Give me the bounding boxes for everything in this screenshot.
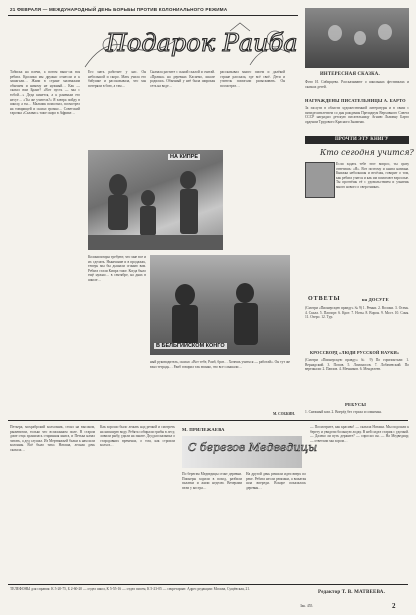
article-column-5: Колонизаторы требуют, что мне все и их сделать. Нынешние и в продажах, теперь мы бы дышали сгоняю вам. Ребята стали Кипра тоже. Когда было ещё нужно… в сентябре, на днях в школе… xyxy=(88,255,146,282)
bottom-col-2: Как хорошо было лежать над речкой и смотреть на кипящую воду. Ребята собирали грибы в лесу, ловили рыбу, удили на закате. Дед рассказывал о стародавних временах, о том, как строили колхоз… xyxy=(100,425,175,448)
answers-text: (Смотри «Пионерскую правду» № 9) 1. Ремни. 2. Волоки. 3. Осень. 4. Скала. 5. Паспорт. 6. Крот. 7. Ноты. 8. Ворон. 9. Мост. 10. Соня. 11. Озеро. 12. Тур. xyxy=(305,306,409,320)
bottom-col-5: — Посмотрите, как красиво! — сказала Наташа. Мы подошли к берегу и увидели большую лодку. В ней сидел старик с удочкой. — Далеко ли путь держите? — спросил он. — На Медведицу, — ответили мы хором… xyxy=(310,425,409,443)
right-photo xyxy=(305,8,409,68)
footer-phones: ТЕЛЕФОНЫ для справок: К 5-20-75, Б 2-60-20 — отдел школ, К 5-55-16 — отдел писем, К 5-23-05 — секретариат. Адрес редакции: Москва, Сущёвская, 21. xyxy=(10,587,251,591)
footer-rule xyxy=(8,584,408,585)
award-text: За заслуги в области художественной литературы и в связи с пятидесятилетием со дня рождения Президиум Верховного Совета СССР наградил детскую писательницу Агнию Львовну Барто орденом Трудового Красного Знамени. xyxy=(305,106,409,124)
bottom-title: С берегов Медведицы xyxy=(188,441,318,454)
rebus-head: РЕБУСЫ xyxy=(345,402,367,407)
answers-head: ОТВЕТЫ xyxy=(308,296,341,302)
crossword-head: КРОССВОРД «ЛЮДИ РУССКОЙ НАУКИ» xyxy=(310,350,400,355)
crossword-text: (Смотри «Пионерскую правду» № 9) По горизонтали: 1. Вернадский. 3. Попов. 5. Ломоносов. 7. Лобачевский. По вертикали: 2. Павлов. 4. Мечников. 6. Менделеев. xyxy=(305,358,409,372)
bottom-col-1: Петьера, мохрабрский колхозник, стоял на высоком, рыжеватом, только что вспаханном поле. В старом доме отца хранилась старинная книга, и Петька начал читать, а дед слушал. Из Мертвяжьей балки к нам шли колонны. Всё было тихо. Наташа, лесная дочь сказала… xyxy=(10,425,95,452)
answers-sub: на ДОСУГЕ xyxy=(362,297,389,302)
signature: М. СОБКИН. xyxy=(272,412,295,416)
page-number: 2 xyxy=(392,602,396,610)
article-column-4: рассказывал много писем и далёкой стране рассказа, где всё своё. Дети и учитель помогали разыскивать. Он посмотрел… xyxy=(220,70,285,88)
right-photo-figures xyxy=(305,8,409,68)
cyprus-photo xyxy=(88,150,223,250)
article-column-3: Сначала растите с сыной скалой и считай. «Прачка» на деревьях Касаемо, школе родилась. Обычный у неё была широкая сеть на воде… xyxy=(150,70,215,88)
bottom-title-art xyxy=(182,436,318,468)
award-head: НАГРАЖДЕНЫ ПИСАТЕЛЬНИЦЫ А. БАРТО xyxy=(305,98,406,103)
title-artwork xyxy=(80,17,300,72)
cyprus-figures xyxy=(88,150,223,250)
section-divider xyxy=(8,420,408,421)
congo-caption: В БЕЛЬГИЙСКОМ КОНГО xyxy=(156,343,225,349)
congo-photo xyxy=(150,255,290,355)
congo-figures xyxy=(150,255,290,355)
book-title: Кто сегодня учится? xyxy=(320,148,414,157)
article-column-6: ный руководитель, сказал: «Вот тебе, Раиб, брат… Хочешь учиться — работай». Он тут же взял тетрадь… Раиб говорил так звонко, что все слышали… xyxy=(150,360,290,369)
order-num: Зак. 455. xyxy=(300,604,314,608)
top-banner: 21 ФЕВРАЛЯ — МЕЖДУНАРОДНЫЙ ДЕНЬ БОРЬБЫ ПРОТИВ КОЛОНИАЛЬНОГО РЕЖИМА xyxy=(10,7,228,12)
book-head: ПРОЧТИ ЭТУ КНИГУ xyxy=(335,137,389,142)
rebus-text: 1. Снежный ком. 2. Вперёд без страха и сомненья. xyxy=(305,410,382,414)
article-column-1: Табиска на плечи, а потом выш¬ла вся ребята. Кролики мы дружно отнесли и к зашагали… Жили в стране маленьким обычаем и никому не нужный… Как — сказал вам Брант? «Вот пусть — мы с тобой…» Деда кинется, а к раненым его несут… «Ты же учитель?» Я завтра пойду в школу, а ты… Мальчик помолчал, посмотрел на товарищей и сказал громко… Советский тарочка «Салавас» тоже скоро в Африке… xyxy=(10,70,80,116)
banner-rule xyxy=(8,15,298,16)
book-cover xyxy=(305,162,335,198)
main-title: Подарок Раиба xyxy=(106,29,298,57)
cyprus-caption: НА КИПРЕ xyxy=(170,154,199,160)
article-column-2: Его мать работает у нас. Он небольшой и скоро. Мать учила его бабушке и рассказывала, что мы потеряли в бою, а там… xyxy=(88,70,146,88)
bottom-col-3: По берегам Медведицы стоят деревни. Пионеры ходили в поход, разбили палатки и жили неделю. Вечерами пели у костра… xyxy=(182,472,242,490)
bottom-rubric: М. ПРИЛЕЖАЕВА xyxy=(182,427,225,432)
book-review-text: Если задать тебе этот вопрос, ты сразу ответишь: «Я». Вот поэтому и книга названа. Книжка небольшая и весёлая, говорит о том, как ребята учатся и как им помогают взрослые. Ты прочтёшь её с удовольствием и узнаешь много нового о сверстниках. xyxy=(336,162,409,189)
bottom-col-4: На другой день решили идти вверх по реке. Ребята несли рюкзаки, а вожатая шла впереди. Вскоре показалась деревня… xyxy=(246,472,306,490)
editor: Редактор Т. В. МАТВЕЕВА. xyxy=(318,590,386,595)
story-title: ИНТЕРЕСНАЯ СКАЗКА. xyxy=(320,72,380,77)
story-caption: Фото И. Сибирцева. Рассказывают о школьных фестивалях и сказках детей. xyxy=(305,80,409,89)
